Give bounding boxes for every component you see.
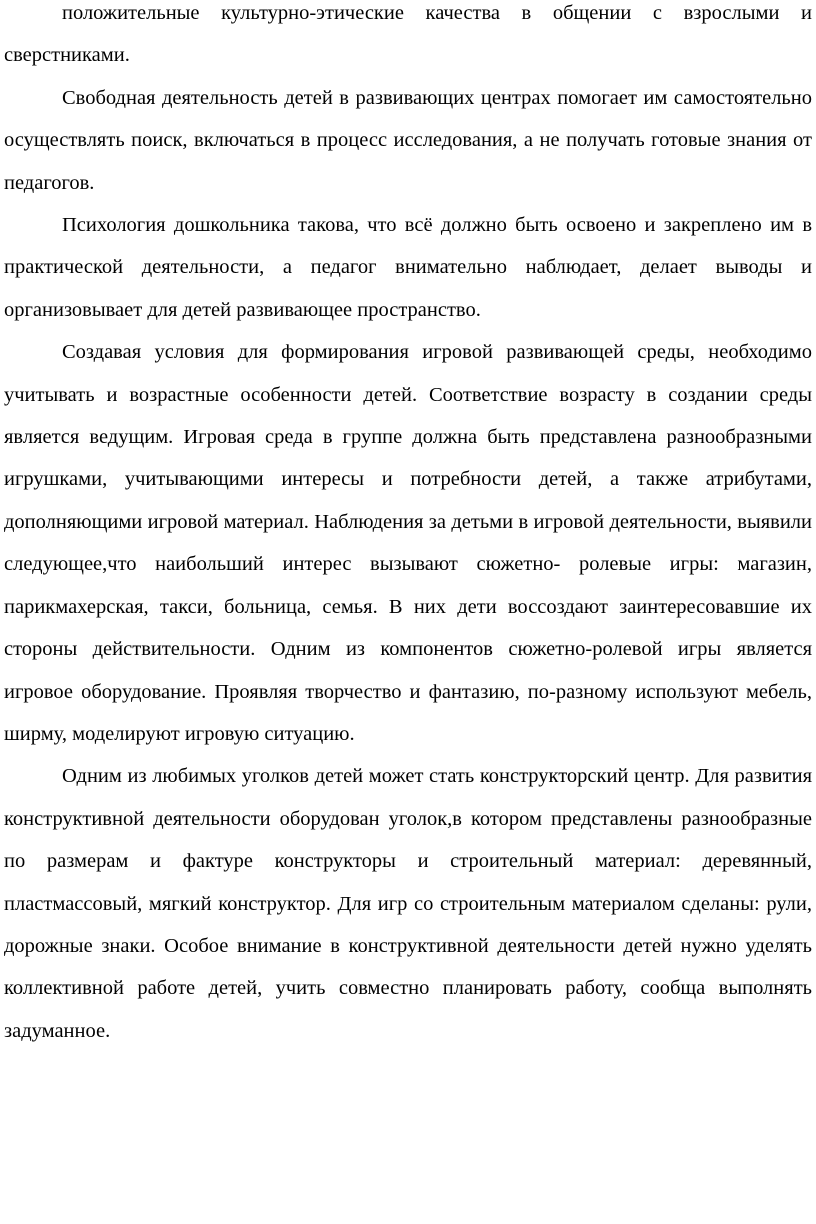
paragraph-4: Создавая условия для формирования игровой развивающей среды, необходимо учитывать и возрастные особенности детей. Соответствие возрасту в создании среды является ведущим. Игровая среда в группе должна быть представлена разнообразными игрушками, учитывающими интересы и потребности детей, а также атрибутами, дополняющими игровой материал. Наблюдения за детьми в игровой деятельности, выявили следующее,что наибольший интерес вызывают сюжетно- ролевые игры: магазин, парикмахерская, такси, больница, семья. В них дети воссоздают заинтересовавшие их стороны действительности. Одним из компонентов сюжетно-ролевой игры является игровое оборудование. Проявляя творчество и фантазию, по-разному используют мебель, ширму, моделируют игровую ситуацию. (4, 341, 812, 745)
paragraph-3: Психология дошкольника такова, что всё должно быть освоено и закреплено им в практической деятельности, а педагог внимательно наблюдает, делает выводы и организовывает для детей развивающее пространство. (4, 214, 812, 321)
paragraph-1: положительные культурно-этические качества в общении с взрослыми и сверстниками. (4, 2, 812, 67)
paragraph-2: Свободная деятельность детей в развивающих центрах помогает им самостоятельно осуществлять поиск, включаться в процесс исследования, а не получать готовые знания от педагогов. (4, 86, 812, 194)
paragraph-5: Одним из любимых уголков детей может стать конструкторский центр. Для развития конструктивной деятельности оборудован уголок,в котором представлены разнообразные по размерам и фактуре конструкторы и строительный материал: деревянный, пластмассовый, мягкий конструктор. Для игр со строительным материалом сделаны: рули, дорожные знаки. Особое внимание в конструктивной деятельности детей нужно уделять коллективной работе детей, учить совместно планировать работу, сообща выполнять задуманное. (4, 765, 812, 1042)
